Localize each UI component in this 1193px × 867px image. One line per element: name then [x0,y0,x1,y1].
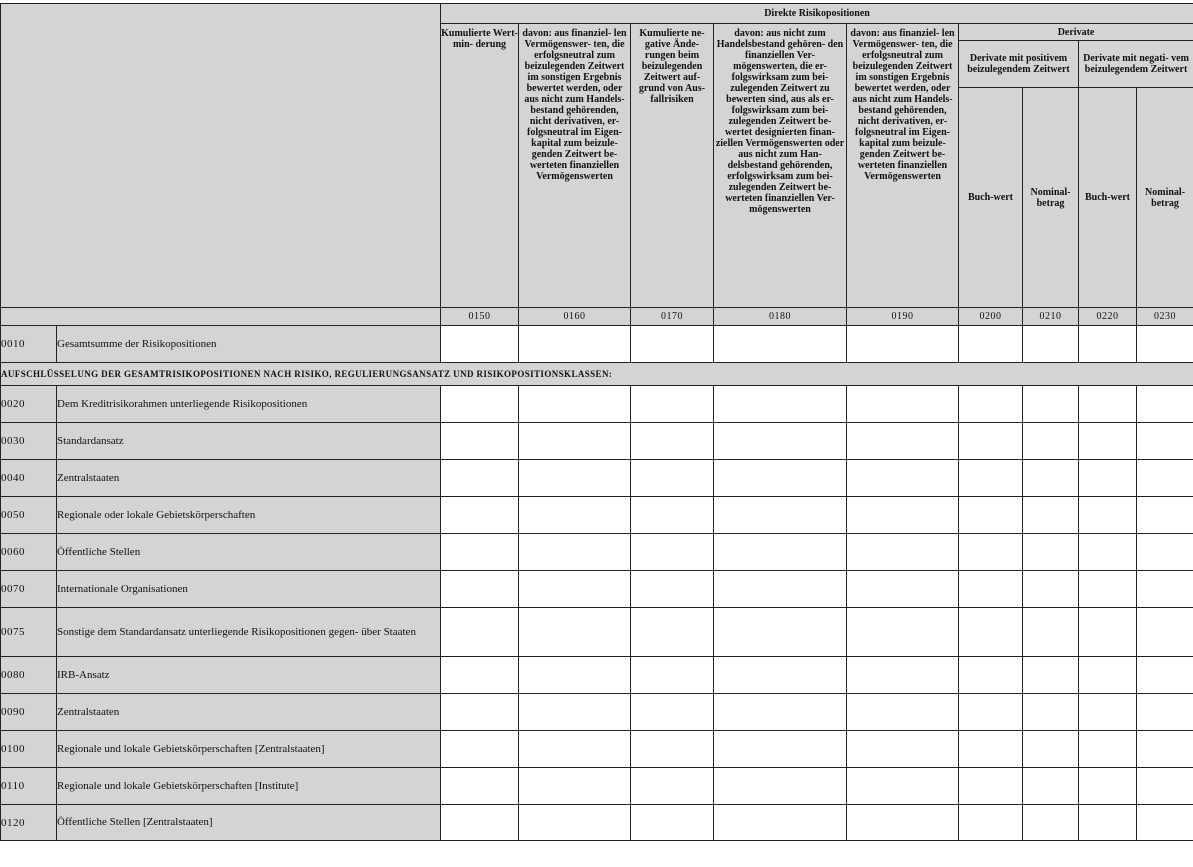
row-code: 0080 [1,657,57,694]
data-cell[interactable] [847,460,959,497]
data-cell[interactable] [1137,497,1193,534]
data-cell[interactable] [959,768,1023,805]
code-row-corner [1,308,441,326]
data-cell[interactable] [631,534,714,571]
data-cell[interactable] [714,386,847,423]
data-cell[interactable] [441,534,519,571]
row-label: Standardansatz [57,423,441,460]
col-header-0200: Buch-wert [959,88,1023,308]
column-code-row [1,308,1193,326]
data-cell[interactable] [959,731,1023,768]
data-cell[interactable] [1023,694,1079,731]
row-code: 0030 [1,423,57,460]
data-cell[interactable] [847,386,959,423]
data-cell[interactable] [519,608,631,657]
data-cell[interactable] [1079,731,1137,768]
header-deriv-positive: Derivate mit positivem beizulegendem Zeitwert [959,41,1079,88]
data-cell[interactable] [441,657,519,694]
data-cell[interactable] [1137,386,1193,423]
data-cell[interactable] [631,497,714,534]
data-cell[interactable] [714,460,847,497]
data-cell[interactable] [847,497,959,534]
data-cell[interactable] [441,768,519,805]
data-cell[interactable] [631,386,714,423]
header-deriv-negative: Derivate mit negati- vem beizulegendem Zeitwert [1079,41,1193,88]
data-cell[interactable] [1079,534,1137,571]
column-code: 0170 [631,308,714,326]
data-cell[interactable] [959,608,1023,657]
data-cell[interactable] [959,805,1023,841]
data-cell[interactable] [1023,805,1079,841]
data-cell[interactable] [1079,423,1137,460]
row-label: Dem Kreditrisikorahmen unterliegende Risikopositionen [57,386,441,423]
data-cell[interactable] [714,694,847,731]
row-label: Sonstige dem Standardansatz unterliegende Risikopositionen gegen- über Staaten [57,608,441,657]
data-cell[interactable] [519,657,631,694]
row-code: 0050 [1,497,57,534]
data-cell[interactable] [1023,608,1079,657]
data-cell[interactable] [441,608,519,657]
row-label: Gesamtsumme der Risikopositionen [57,326,441,363]
data-cell[interactable] [1137,571,1193,608]
data-cell[interactable] [1023,768,1079,805]
data-cell[interactable] [1079,497,1137,534]
data-cell[interactable] [714,608,847,657]
data-cell[interactable] [847,731,959,768]
data-cell[interactable] [959,386,1023,423]
data-cell[interactable] [1023,386,1079,423]
column-code: 0160 [519,308,631,326]
data-cell[interactable] [441,694,519,731]
data-cell[interactable] [519,423,631,460]
col-header-0180: davon: aus nicht zum Handelsbestand gehören- den finanziellen Ver- mögenswerten, die er- folgswirksam zum bei- zulegenden Zeitwert zu bewerten sind, aus als er- folgswirksam zum bei- zulegenden Zeitwert be- wertet designierten finan- ziellen Vermögenswerten oder aus nicht zum Han- delsbestand gehörenden, erfolgswirksam zum bei- zulegenden Zeitwert be- werteten finanziellen Ver- mögenswerten [714,24,847,308]
data-cell[interactable] [519,694,631,731]
header-direct-exposures: Direkte Risikopositionen [441,4,1193,24]
section-header-row [1,363,1193,386]
data-cell[interactable] [847,805,959,841]
row-code: 0070 [1,571,57,608]
data-cell[interactable] [1023,534,1079,571]
column-code: 0220 [1079,308,1137,326]
data-cell[interactable] [519,571,631,608]
data-cell[interactable] [441,805,519,841]
data-cell[interactable] [631,326,714,363]
row-code: 0090 [1,694,57,731]
data-cell[interactable] [714,805,847,841]
row-label: IRB-Ansatz [57,657,441,694]
data-cell[interactable] [631,657,714,694]
table-row [1,497,1193,534]
data-cell[interactable] [1023,657,1079,694]
col-header-0170: Kumulierte ne- gative Ände- rungen beim beizulegenden Zeitwert auf- grund von Aus- fallrisiken [631,24,714,308]
data-cell[interactable] [1137,326,1193,363]
data-cell[interactable] [847,694,959,731]
row-label: Regionale und lokale Gebietskörperschaften [Zentralstaaten] [57,731,441,768]
data-cell[interactable] [1137,423,1193,460]
section-title: AUFSCHLÜSSELUNG DER GESAMTRISIKOPOSITIONEN NACH RISIKO, REGULIERUNGSANSATZ UND RISIKOPOSITIONSKLASSEN: [1,363,1193,386]
column-code: 0200 [959,308,1023,326]
data-cell[interactable] [1137,460,1193,497]
row-label: Zentralstaaten [57,460,441,497]
data-cell[interactable] [1079,460,1137,497]
col-header-0160: davon: aus finanziel- len Vermögenswer- ten, die erfolgsneutral zum beizulegenden Zeitwert im sonstigen Ergebnis bewertet werden, oder aus nicht zum Handels- bestand gehörenden, nicht derivativen, er- folgsneutral im Eigen- kapital zum beizule- genden Zeitwert be- werteten finanziellen Vermögenswerten [519,24,631,308]
data-cell[interactable] [631,460,714,497]
row-label: Regionale oder lokale Gebietskörperschaften [57,497,441,534]
header-corner [1,4,441,308]
row-code: 0020 [1,386,57,423]
data-cell[interactable] [441,386,519,423]
data-cell[interactable] [519,534,631,571]
col-header-0220: Buch-wert [1079,88,1137,308]
data-cell[interactable] [847,608,959,657]
data-cell[interactable] [519,805,631,841]
data-cell[interactable] [1079,608,1137,657]
data-cell[interactable] [1079,326,1137,363]
data-cell[interactable] [1079,657,1137,694]
col-header-0150: Kumulierte Wert-min- derung [441,24,519,308]
table-row [1,657,1193,694]
data-cell[interactable] [1137,657,1193,694]
data-cell[interactable] [959,326,1023,363]
data-cell[interactable] [631,608,714,657]
header-row-1 [1,4,1193,24]
column-code: 0190 [847,308,959,326]
data-cell[interactable] [1079,694,1137,731]
data-cell[interactable] [631,694,714,731]
data-cell[interactable] [959,571,1023,608]
column-code: 0150 [441,308,519,326]
data-cell[interactable] [714,326,847,363]
data-cell[interactable] [959,534,1023,571]
data-cell[interactable] [519,386,631,423]
data-cell[interactable] [847,571,959,608]
data-cell[interactable] [631,805,714,841]
data-cell[interactable] [1137,694,1193,731]
data-cell[interactable] [714,657,847,694]
header-derivatives: Derivate [959,24,1193,41]
row-label: Öffentliche Stellen [57,534,441,571]
table-row-total [1,326,1193,363]
table-row [1,423,1193,460]
data-cell[interactable] [441,460,519,497]
data-cell[interactable] [441,571,519,608]
data-cell[interactable] [714,768,847,805]
data-cell[interactable] [714,534,847,571]
table-row [1,460,1193,497]
data-cell[interactable] [1023,497,1079,534]
data-cell[interactable] [959,460,1023,497]
table-row [1,571,1193,608]
data-cell[interactable] [847,326,959,363]
data-cell[interactable] [1137,608,1193,657]
col-header-0190: davon: aus finanziel- len Vermögenswer- ten, die erfolgsneutral zum beizulegenden Zeitwert im sonstigen Ergebnis bewertet werden, oder aus nicht zum Handels- bestand gehörenden, nicht derivativen, er- folgsneutral im Eigen- kapital zum beizule- genden Zeitwert be- werteten finanziellen Vermögenswerten [847,24,959,308]
row-code: 0040 [1,460,57,497]
data-cell[interactable] [714,423,847,460]
row-code: 0010 [1,326,57,363]
data-cell[interactable] [1137,534,1193,571]
column-code: 0230 [1137,308,1193,326]
data-cell[interactable] [519,497,631,534]
data-cell[interactable] [959,497,1023,534]
table-row [1,768,1193,805]
data-cell[interactable] [847,657,959,694]
row-code: 0110 [1,768,57,805]
data-cell[interactable] [631,423,714,460]
table-row [1,608,1193,657]
data-cell[interactable] [441,423,519,460]
data-cell[interactable] [714,571,847,608]
data-cell[interactable] [847,768,959,805]
data-cell[interactable] [1079,386,1137,423]
data-cell[interactable] [714,497,847,534]
row-label: Zentralstaaten [57,694,441,731]
table-row [1,731,1193,768]
data-cell[interactable] [959,657,1023,694]
data-cell[interactable] [519,731,631,768]
data-cell[interactable] [1079,768,1137,805]
data-cell[interactable] [519,768,631,805]
data-cell[interactable] [1023,326,1079,363]
table-row [1,534,1193,571]
column-code: 0180 [714,308,847,326]
data-cell[interactable] [631,731,714,768]
data-cell[interactable] [1137,805,1193,841]
data-cell[interactable] [1023,571,1079,608]
row-code: 0075 [1,608,57,657]
row-code: 0100 [1,731,57,768]
data-cell[interactable] [714,731,847,768]
data-cell[interactable] [1079,571,1137,608]
data-cell[interactable] [1137,731,1193,768]
data-cell[interactable] [1137,768,1193,805]
col-header-0210: Nominal- betrag [1023,88,1079,308]
data-cell[interactable] [847,423,959,460]
table-row [1,805,1193,841]
table-row [1,386,1193,423]
data-cell[interactable] [1023,423,1079,460]
data-cell[interactable] [959,423,1023,460]
data-cell[interactable] [441,497,519,534]
data-cell[interactable] [847,534,959,571]
column-code: 0210 [1023,308,1079,326]
row-label: Öffentliche Stellen [Zentralstaaten] [57,805,441,841]
data-cell[interactable] [441,731,519,768]
data-cell[interactable] [519,326,631,363]
data-cell[interactable] [441,326,519,363]
regulatory-report-table [0,3,1193,841]
row-label: Internationale Organisationen [57,571,441,608]
data-cell[interactable] [631,571,714,608]
row-code: 0120 [1,805,57,841]
data-cell[interactable] [959,694,1023,731]
data-cell[interactable] [519,460,631,497]
table-row [1,694,1193,731]
data-cell[interactable] [1023,731,1079,768]
col-header-0230: Nominal- betrag [1137,88,1193,308]
row-label: Regionale und lokale Gebietskörperschaften [Institute] [57,768,441,805]
data-cell[interactable] [631,768,714,805]
row-code: 0060 [1,534,57,571]
data-cell[interactable] [1079,805,1137,841]
data-cell[interactable] [1023,460,1079,497]
